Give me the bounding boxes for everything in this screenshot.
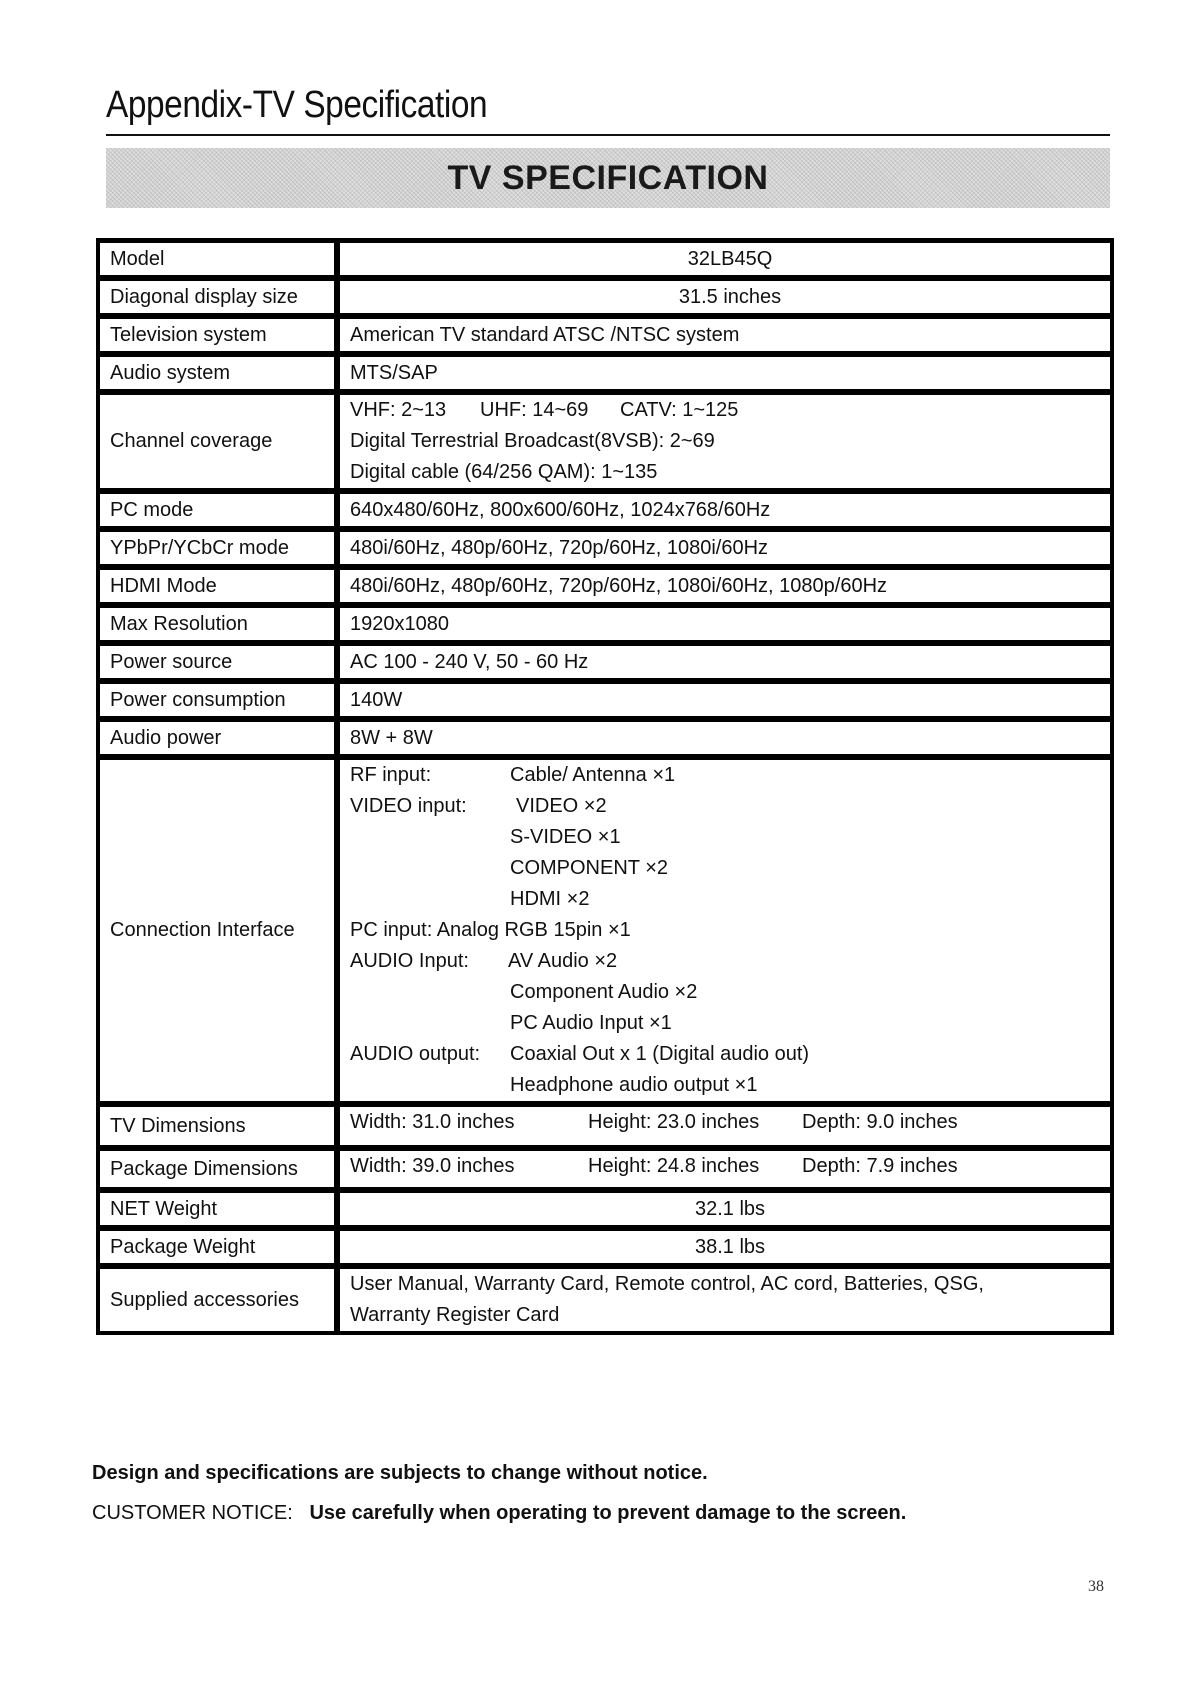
spec-value bbox=[340, 281, 1110, 313]
spec-row-power-consumption bbox=[100, 684, 1110, 716]
audio-output-line bbox=[350, 1039, 1110, 1070]
spec-value bbox=[340, 1269, 1110, 1331]
value-text: 480i/60Hz, 480p/60Hz, 720p/60Hz, 1080i/60Hz bbox=[350, 536, 769, 559]
depth-text: Depth: 7.9 inches bbox=[802, 1155, 958, 1177]
spec-row-tv-system bbox=[100, 319, 1110, 351]
spec-label: Max Resolution bbox=[100, 608, 334, 640]
spec-label: Package Weight bbox=[100, 1231, 334, 1263]
height-text: Height: 24.8 inches bbox=[588, 1155, 760, 1177]
value-text: 140W bbox=[350, 688, 403, 711]
audio-output-value: Headphone audio output ×1 bbox=[510, 1074, 758, 1096]
spec-label: YPbPr/YCbCr mode bbox=[100, 532, 334, 564]
spec-row-pc-mode bbox=[100, 494, 1110, 526]
title-divider bbox=[106, 134, 1110, 136]
audio-input-value: Component Audio ×2 bbox=[510, 981, 698, 1003]
spec-row-package-weight bbox=[100, 1231, 1110, 1263]
dtv-text: Digital Terrestrial Broadcast(8VSB): 2~69 bbox=[350, 430, 715, 452]
customer-notice-text: Use carefully when operating to prevent damage to the screen. bbox=[309, 1502, 907, 1524]
video-input-value: VIDEO ×2 bbox=[516, 795, 607, 817]
rf-input-line bbox=[350, 760, 1110, 791]
spec-value bbox=[340, 570, 1110, 602]
spec-row-connection bbox=[100, 760, 1110, 1101]
spec-label: TV Dimensions bbox=[100, 1107, 334, 1145]
spec-value bbox=[340, 494, 1110, 526]
audio-output-label: AUDIO output: bbox=[350, 1043, 481, 1065]
spec-value bbox=[340, 1107, 1110, 1145]
spec-row-power-source bbox=[100, 646, 1110, 678]
value-text: 1920x1080 bbox=[350, 612, 449, 635]
page-title: Appendix-TV Specification bbox=[106, 84, 488, 126]
spec-label: Channel coverage bbox=[100, 395, 334, 488]
spec-value bbox=[340, 1231, 1110, 1263]
spec-value bbox=[340, 357, 1110, 389]
audio-input-value: AV Audio ×2 bbox=[508, 950, 618, 972]
spec-banner bbox=[106, 148, 1110, 208]
audio-input-label: AUDIO Input: bbox=[350, 950, 469, 972]
value-text: 38.1 lbs bbox=[694, 1235, 766, 1258]
spec-label: Diagonal display size bbox=[100, 281, 334, 313]
spec-row-accessories bbox=[100, 1269, 1110, 1331]
cable-text: Digital cable (64/256 QAM): 1~135 bbox=[350, 461, 658, 483]
spec-value bbox=[340, 722, 1110, 754]
video-input-value: COMPONENT ×2 bbox=[510, 857, 668, 879]
video-input-label: VIDEO input: bbox=[350, 795, 467, 817]
banner-text: TV SPECIFICATION bbox=[447, 158, 769, 197]
value-text: 31.5 inches bbox=[678, 285, 782, 308]
spec-value bbox=[340, 646, 1110, 678]
spec-value bbox=[340, 1193, 1110, 1225]
video-input-value: S-VIDEO ×1 bbox=[510, 826, 621, 848]
spec-table bbox=[96, 238, 1114, 1335]
channel-analog-line bbox=[350, 395, 1110, 426]
spec-row-model bbox=[100, 243, 1110, 275]
audio-input-value: PC Audio Input ×1 bbox=[510, 1012, 672, 1034]
spec-label: Model bbox=[100, 243, 334, 275]
audio-output-value: Coaxial Out x 1 (Digital audio out) bbox=[510, 1043, 810, 1065]
vhf-text: VHF: 2~13 bbox=[350, 399, 447, 421]
spec-label: Power source bbox=[100, 646, 334, 678]
spec-value bbox=[340, 760, 1110, 1101]
spec-label: Connection Interface bbox=[100, 760, 334, 1101]
spec-row-net-weight bbox=[100, 1193, 1110, 1225]
spec-row-audio-system bbox=[100, 357, 1110, 389]
tv-dimensions-line bbox=[350, 1107, 1110, 1138]
spec-row-tv-dimensions bbox=[100, 1107, 1110, 1145]
spec-row-channel bbox=[100, 395, 1110, 488]
customer-notice-label: CUSTOMER NOTICE: bbox=[92, 1502, 293, 1524]
value-text: 480i/60Hz, 480p/60Hz, 720p/60Hz, 1080i/60Hz, 1080p/60Hz bbox=[350, 574, 888, 597]
value-text: AC 100 - 240 V, 50 - 60 Hz bbox=[350, 650, 589, 673]
value-text: American TV standard ATSC /NTSC system bbox=[350, 323, 740, 346]
rf-input-value: Cable/ Antenna ×1 bbox=[510, 764, 676, 786]
spec-value bbox=[340, 1151, 1110, 1187]
package-dimensions-line bbox=[350, 1151, 1110, 1182]
spec-label: Package Dimensions bbox=[100, 1151, 334, 1187]
accessories-line-2: Warranty Register Card bbox=[350, 1304, 560, 1326]
audio-input-line bbox=[350, 946, 1110, 977]
spec-label: Television system bbox=[100, 319, 334, 351]
width-text: Width: 39.0 inches bbox=[350, 1155, 515, 1177]
spec-label: Audio system bbox=[100, 357, 334, 389]
video-input-line bbox=[350, 791, 1110, 822]
spec-label: Power consumption bbox=[100, 684, 334, 716]
spec-label: HDMI Mode bbox=[100, 570, 334, 602]
spec-value bbox=[340, 243, 1110, 275]
spec-label: PC mode bbox=[100, 494, 334, 526]
spec-label: NET Weight bbox=[100, 1193, 334, 1225]
value-text: 640x480/60Hz, 800x600/60Hz, 1024x768/60Hz bbox=[350, 498, 771, 521]
value-text: MTS/SAP bbox=[350, 361, 438, 384]
spec-value bbox=[340, 395, 1110, 488]
spec-row-max-resolution bbox=[100, 608, 1110, 640]
uhf-text: UHF: 14~69 bbox=[480, 399, 589, 421]
customer-notice bbox=[92, 1502, 906, 1525]
spec-value bbox=[340, 532, 1110, 564]
depth-text: Depth: 9.0 inches bbox=[802, 1111, 958, 1133]
accessories-line-1: User Manual, Warranty Card, Remote control, AC cord, Batteries, QSG, bbox=[350, 1273, 984, 1295]
value-text: 32.1 lbs bbox=[694, 1197, 766, 1220]
spec-row-audio-power bbox=[100, 722, 1110, 754]
spec-row-ypbpr bbox=[100, 532, 1110, 564]
catv-text: CATV: 1~125 bbox=[620, 399, 739, 421]
spec-value bbox=[340, 608, 1110, 640]
spec-value bbox=[340, 319, 1110, 351]
spec-label: Supplied accessories bbox=[100, 1269, 334, 1331]
spec-row-package-dimensions bbox=[100, 1151, 1110, 1187]
design-notice: Design and specifications are subjects to change without notice. bbox=[92, 1462, 708, 1484]
page-number: 38 bbox=[1088, 1578, 1104, 1595]
spec-row-diagonal bbox=[100, 281, 1110, 313]
width-text: Width: 31.0 inches bbox=[350, 1111, 515, 1133]
value-text: 32LB45Q bbox=[687, 247, 773, 270]
rf-input-label: RF input: bbox=[350, 764, 432, 786]
spec-row-hdmi-mode bbox=[100, 570, 1110, 602]
video-input-value: HDMI ×2 bbox=[510, 888, 590, 910]
spec-value bbox=[340, 684, 1110, 716]
height-text: Height: 23.0 inches bbox=[588, 1111, 760, 1133]
pc-input-line: PC input: Analog RGB 15pin ×1 bbox=[350, 919, 631, 941]
value-text: 8W + 8W bbox=[350, 726, 433, 749]
spec-label: Audio power bbox=[100, 722, 334, 754]
